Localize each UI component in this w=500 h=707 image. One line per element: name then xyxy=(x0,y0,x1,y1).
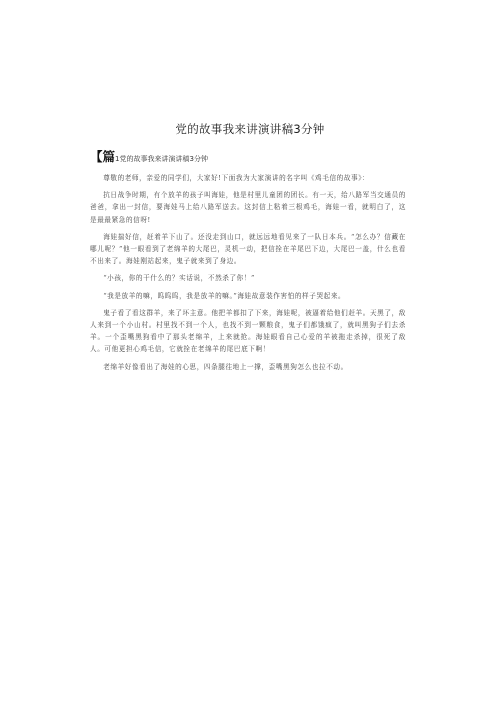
document-title: 党的故事我来讲演讲稿3分钟 xyxy=(175,122,325,136)
paragraph: 尊敬的老师，亲爱的同学们，大家好!下面我为大家演讲的名字叫《鸡毛信的故事》： xyxy=(103,174,370,182)
paragraph: 老绵羊好像看出了海娃的心思，四条腿往地上一撑，歪嘴黑狗怎么也拉不动。 xyxy=(103,362,348,371)
document-body xyxy=(90,150,406,378)
section-bracket: 【 xyxy=(90,149,103,164)
paragraph: 鬼子看了看这群羊，来了坏主意。他把羊都扣了下来，海娃呢，被逼着给他们赶羊。天黑了，敌人来到一个小山村。村里找不到一个人，也找不到一颗粮食，鬼子们都饿疯了，就叫黑狗子们去杀羊。一个歪嘴黑狗看中了那头老绵羊，上来就抢。海娃眼看自己心爱的羊被拖走杀掉，很死了敌人。可他更担心鸡毛信，它就拴在老绵羊的尾巴底下啊！ xyxy=(90,308,406,354)
paragraph: “我是放羊的嘛，呜呜呜，我是放羊的嘛。”海娃故意装作害怕的样子哭起来。 xyxy=(103,291,346,300)
paragraph: 海娃揣好信，赶着羊下山了。还没走到山口，就远远地看见来了一队日本兵。“怎么办？信藏在哪儿呢？”他一眼看到了老绵羊的大尾巴，灵机一动，把信拴在羊尾巴下边，大尾巴一盖，什么也看不出来了。海娃刚站起来，鬼子就来到了身边。 xyxy=(90,232,406,266)
paragraph: 抗日战争时期，有个放羊的孩子叫海娃，他是村里儿童团的团长。有一天，给八路军当交通员的爸爸，拿出一封信，要海娃马上给八路军送去。这封信上粘着三根鸡毛，海娃一看，就明白了，这是最最紧急的信呀! xyxy=(90,191,406,224)
section-heading xyxy=(90,150,406,166)
paragraph: “小孩，你的干什么的？实话说，不然杀了你！” xyxy=(103,274,256,283)
section-heading-text: 1党的故事我来讲演讲稿3分钟 xyxy=(115,155,208,163)
section-bracket-word: 篇 xyxy=(102,149,116,164)
